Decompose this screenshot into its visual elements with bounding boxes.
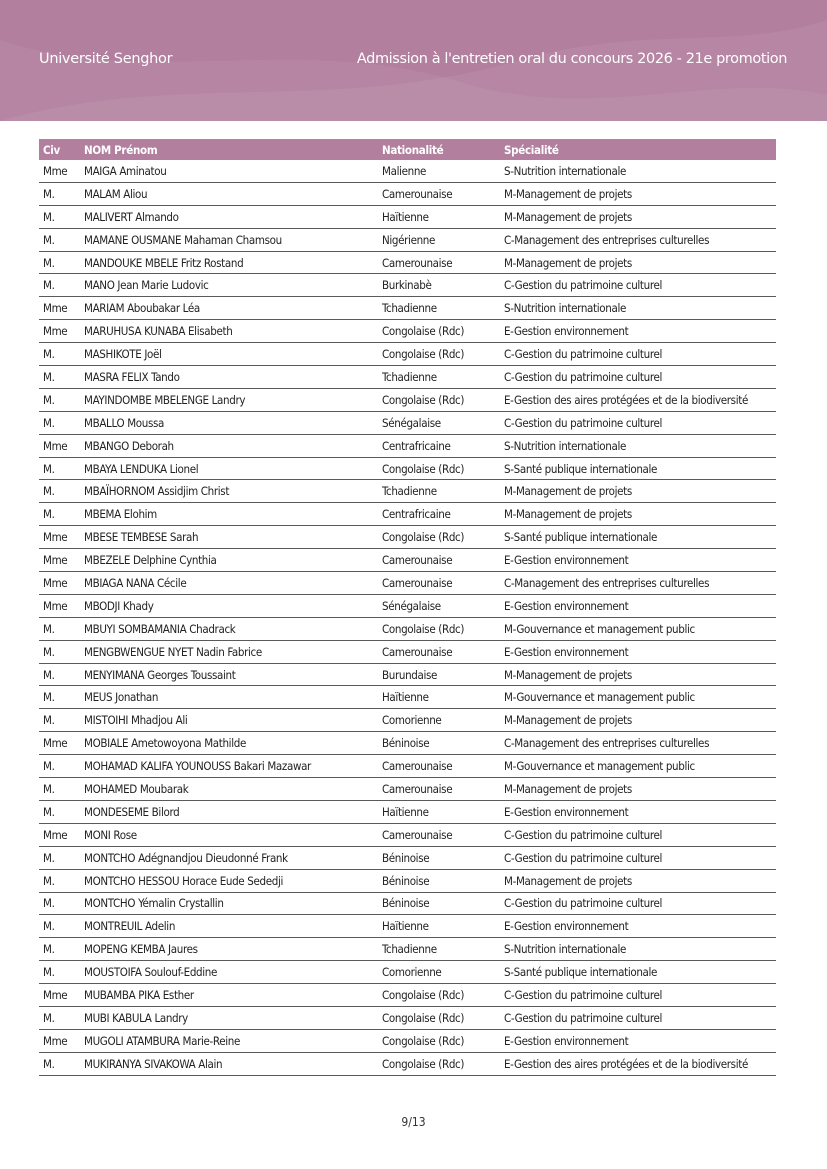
- cell-nationality: Congolaise (Rdc): [378, 388, 500, 411]
- cell-name: MALAM Aliou: [80, 182, 378, 205]
- cell-nationality: Congolaise (Rdc): [378, 1029, 500, 1052]
- cell-nationality: Congolaise (Rdc): [378, 1006, 500, 1029]
- cell-civ: M.: [39, 457, 80, 480]
- cell-nationality: Haïtienne: [378, 800, 500, 823]
- cell-civ: M.: [39, 800, 80, 823]
- cell-name: MAIGA Aminatou: [80, 160, 378, 182]
- cell-nationality: Camerounaise: [378, 572, 500, 595]
- cell-civ: M.: [39, 411, 80, 434]
- table-row: [39, 411, 776, 434]
- cell-specialty: M-Management de projets: [500, 182, 776, 205]
- cell-civ: Mme: [39, 160, 80, 182]
- cell-specialty: M-Management de projets: [500, 480, 776, 503]
- cell-civ: M.: [39, 663, 80, 686]
- column-header-name: NOM Prénom: [84, 142, 158, 157]
- cell-specialty: M-Gouvernance et management public: [500, 617, 776, 640]
- cell-name: MAYINDOMBE MBELENGE Landry: [80, 388, 378, 411]
- cell-name: MASRA FELIX Tando: [80, 366, 378, 389]
- table-row: [39, 800, 776, 823]
- cell-nationality: Camerounaise: [378, 755, 500, 778]
- cell-civ: M.: [39, 182, 80, 205]
- table-row: [39, 594, 776, 617]
- table-row: [39, 938, 776, 961]
- cell-name: MONTCHO HESSOU Horace Eude Sededji: [80, 869, 378, 892]
- cell-civ: M.: [39, 366, 80, 389]
- cell-name: MONTCHO Adégnandjou Dieudonné Frank: [80, 846, 378, 869]
- cell-nationality: Sénégalaise: [378, 411, 500, 434]
- cell-name: MARIAM Aboubakar Léa: [80, 297, 378, 320]
- cell-name: MASHIKOTE Joël: [80, 343, 378, 366]
- cell-specialty: C-Gestion du patrimoine culturel: [500, 984, 776, 1007]
- cell-nationality: Malienne: [378, 160, 500, 182]
- cell-civ: Mme: [39, 434, 80, 457]
- table-row: [39, 228, 776, 251]
- cell-nationality: Congolaise (Rdc): [378, 1052, 500, 1075]
- cell-name: MAMANE OUSMANE Mahaman Chamsou: [80, 228, 378, 251]
- cell-specialty: C-Gestion du patrimoine culturel: [500, 846, 776, 869]
- cell-civ: M.: [39, 755, 80, 778]
- table-row: [39, 755, 776, 778]
- cell-civ: Mme: [39, 320, 80, 343]
- table-row: [39, 778, 776, 801]
- cell-specialty: M-Management de projets: [500, 869, 776, 892]
- table-row: [39, 869, 776, 892]
- cell-nationality: Sénégalaise: [378, 594, 500, 617]
- cell-name: MANO Jean Marie Ludovic: [80, 274, 378, 297]
- cell-specialty: C-Gestion du patrimoine culturel: [500, 892, 776, 915]
- table-row: [39, 1029, 776, 1052]
- document-title: Admission à l'entretien oral du concours 2026 - 21e promotion: [356, 51, 787, 67]
- column-header-civ: Civ: [43, 142, 60, 157]
- cell-civ: M.: [39, 640, 80, 663]
- cell-specialty: M-Management de projets: [500, 778, 776, 801]
- cell-name: MBANGO Deborah: [80, 434, 378, 457]
- table-row: [39, 617, 776, 640]
- table-row: [39, 663, 776, 686]
- cell-name: MONTREUIL Adelin: [80, 915, 378, 938]
- cell-civ: Mme: [39, 732, 80, 755]
- cell-nationality: Camerounaise: [378, 251, 500, 274]
- cell-specialty: E-Gestion environnement: [500, 549, 776, 572]
- cell-nationality: Congolaise (Rdc): [378, 984, 500, 1007]
- cell-name: MBEMA Elohim: [80, 503, 378, 526]
- cell-specialty: M-Management de projets: [500, 251, 776, 274]
- cell-specialty: M-Management de projets: [500, 709, 776, 732]
- table-row: [39, 1052, 776, 1075]
- cell-civ: M.: [39, 205, 80, 228]
- table-row: [39, 823, 776, 846]
- cell-name: MBAYA LENDUKA Lionel: [80, 457, 378, 480]
- cell-civ: Mme: [39, 549, 80, 572]
- cell-civ: M.: [39, 388, 80, 411]
- cell-nationality: Tchadienne: [378, 297, 500, 320]
- cell-nationality: Tchadienne: [378, 480, 500, 503]
- table-row: [39, 732, 776, 755]
- table-row: [39, 366, 776, 389]
- table-row: [39, 503, 776, 526]
- cell-nationality: Béninoise: [378, 869, 500, 892]
- cell-nationality: Nigérienne: [378, 228, 500, 251]
- cell-specialty: S-Nutrition internationale: [500, 434, 776, 457]
- table-row: [39, 984, 776, 1007]
- cell-nationality: Camerounaise: [378, 823, 500, 846]
- page-header: [0, 0, 827, 121]
- cell-specialty: C-Gestion du patrimoine culturel: [500, 411, 776, 434]
- cell-specialty: C-Gestion du patrimoine culturel: [500, 274, 776, 297]
- cell-nationality: Haïtienne: [378, 915, 500, 938]
- cell-name: MBESE TEMBESE Sarah: [80, 526, 378, 549]
- cell-name: MBODJI Khady: [80, 594, 378, 617]
- cell-name: MBEZELE Delphine Cynthia: [80, 549, 378, 572]
- cell-name: MOBIALE Ametowoyona Mathilde: [80, 732, 378, 755]
- cell-nationality: Centrafricaine: [378, 434, 500, 457]
- cell-specialty: S-Nutrition internationale: [500, 938, 776, 961]
- cell-specialty: M-Gouvernance et management public: [500, 686, 776, 709]
- cell-name: MEUS Jonathan: [80, 686, 378, 709]
- table-row: [39, 480, 776, 503]
- cell-nationality: Congolaise (Rdc): [378, 320, 500, 343]
- cell-specialty: E-Gestion environnement: [500, 594, 776, 617]
- cell-nationality: Congolaise (Rdc): [378, 343, 500, 366]
- cell-name: MOHAMAD KALIFA YOUNOUSS Bakari Mazawar: [80, 755, 378, 778]
- cell-nationality: Centrafricaine: [378, 503, 500, 526]
- table-header-row: [39, 139, 776, 160]
- cell-civ: M.: [39, 846, 80, 869]
- cell-civ: Mme: [39, 526, 80, 549]
- table-row: [39, 709, 776, 732]
- cell-specialty: S-Santé publique internationale: [500, 457, 776, 480]
- cell-civ: M.: [39, 892, 80, 915]
- cell-specialty: C-Gestion du patrimoine culturel: [500, 343, 776, 366]
- cell-civ: Mme: [39, 1029, 80, 1052]
- cell-specialty: S-Nutrition internationale: [500, 160, 776, 182]
- cell-nationality: Béninoise: [378, 892, 500, 915]
- cell-name: MENGBWENGUE NYET Nadin Fabrice: [80, 640, 378, 663]
- cell-name: MANDOUKE MBELE Fritz Rostand: [80, 251, 378, 274]
- table-row: [39, 640, 776, 663]
- cell-civ: M.: [39, 709, 80, 732]
- table-row: [39, 205, 776, 228]
- cell-name: MOPENG KEMBA Jaures: [80, 938, 378, 961]
- table-body: [39, 160, 776, 1075]
- cell-civ: M.: [39, 274, 80, 297]
- column-header-nationality: Nationalité: [382, 142, 444, 157]
- table-row: [39, 526, 776, 549]
- cell-specialty: S-Santé publique internationale: [500, 961, 776, 984]
- cell-nationality: Congolaise (Rdc): [378, 526, 500, 549]
- cell-specialty: C-Management des entreprises culturelles: [500, 228, 776, 251]
- cell-specialty: M-Management de projets: [500, 503, 776, 526]
- cell-nationality: Congolaise (Rdc): [378, 457, 500, 480]
- cell-specialty: M-Gouvernance et management public: [500, 755, 776, 778]
- cell-specialty: C-Gestion du patrimoine culturel: [500, 366, 776, 389]
- cell-name: MBAÏHORNOM Assidjim Christ: [80, 480, 378, 503]
- cell-nationality: Burundaise: [378, 663, 500, 686]
- cell-specialty: E-Gestion environnement: [500, 1029, 776, 1052]
- cell-nationality: Camerounaise: [378, 640, 500, 663]
- page-number: 9/13: [401, 1115, 426, 1129]
- table-row: [39, 1006, 776, 1029]
- cell-civ: M.: [39, 503, 80, 526]
- cell-nationality: Comorienne: [378, 709, 500, 732]
- cell-civ: Mme: [39, 823, 80, 846]
- cell-name: MUKIRANYA SIVAKOWA Alain: [80, 1052, 378, 1075]
- cell-nationality: Tchadienne: [378, 366, 500, 389]
- cell-civ: M.: [39, 617, 80, 640]
- cell-specialty: M-Management de projets: [500, 205, 776, 228]
- cell-specialty: E-Gestion environnement: [500, 800, 776, 823]
- table-row: [39, 388, 776, 411]
- cell-name: MBIAGA NANA Cécile: [80, 572, 378, 595]
- table-row: [39, 846, 776, 869]
- table-row: [39, 572, 776, 595]
- column-header-specialty: Spécialité: [504, 142, 559, 157]
- table-row: [39, 343, 776, 366]
- cell-civ: M.: [39, 686, 80, 709]
- cell-nationality: Comorienne: [378, 961, 500, 984]
- cell-name: MBALLO Moussa: [80, 411, 378, 434]
- cell-name: MARUHUSA KUNABA Elisabeth: [80, 320, 378, 343]
- cell-nationality: Haïtienne: [378, 686, 500, 709]
- cell-name: MONI Rose: [80, 823, 378, 846]
- cell-civ: M.: [39, 251, 80, 274]
- university-name: Université Senghor: [39, 51, 173, 67]
- admission-table: [39, 139, 776, 1076]
- cell-specialty: C-Gestion du patrimoine culturel: [500, 1006, 776, 1029]
- cell-specialty: E-Gestion environnement: [500, 320, 776, 343]
- cell-specialty: C-Management des entreprises culturelles: [500, 572, 776, 595]
- cell-nationality: Camerounaise: [378, 549, 500, 572]
- table-row: [39, 434, 776, 457]
- cell-civ: Mme: [39, 594, 80, 617]
- cell-civ: M.: [39, 938, 80, 961]
- cell-specialty: S-Santé publique internationale: [500, 526, 776, 549]
- cell-name: MOUSTOIFA Soulouf-Eddine: [80, 961, 378, 984]
- cell-civ: M.: [39, 869, 80, 892]
- cell-name: MUBAMBA PIKA Esther: [80, 984, 378, 1007]
- cell-nationality: Burkinabè: [378, 274, 500, 297]
- cell-civ: M.: [39, 1052, 80, 1075]
- cell-civ: M.: [39, 915, 80, 938]
- cell-specialty: M-Management de projets: [500, 663, 776, 686]
- cell-nationality: Camerounaise: [378, 778, 500, 801]
- cell-civ: M.: [39, 480, 80, 503]
- cell-name: MUGOLI ATAMBURA Marie-Reine: [80, 1029, 378, 1052]
- cell-name: MOHAMED Moubarak: [80, 778, 378, 801]
- cell-name: MUBI KABULA Landry: [80, 1006, 378, 1029]
- table-row: [39, 915, 776, 938]
- table-row: [39, 686, 776, 709]
- table-row: [39, 961, 776, 984]
- table-row: [39, 274, 776, 297]
- table-row: [39, 251, 776, 274]
- table-row: [39, 892, 776, 915]
- cell-name: MALIVERT Almando: [80, 205, 378, 228]
- cell-civ: Mme: [39, 572, 80, 595]
- cell-civ: Mme: [39, 297, 80, 320]
- cell-name: MONDESEME Bilord: [80, 800, 378, 823]
- cell-nationality: Haïtienne: [378, 205, 500, 228]
- cell-specialty: S-Nutrition internationale: [500, 297, 776, 320]
- table-row: [39, 160, 776, 182]
- table-row: [39, 182, 776, 205]
- cell-civ: M.: [39, 1006, 80, 1029]
- cell-name: MBUYI SOMBAMANIA Chadrack: [80, 617, 378, 640]
- cell-civ: M.: [39, 228, 80, 251]
- cell-name: MISTOIHI Mhadjou Ali: [80, 709, 378, 732]
- table-row: [39, 297, 776, 320]
- cell-civ: M.: [39, 961, 80, 984]
- cell-specialty: C-Management des entreprises culturelles: [500, 732, 776, 755]
- cell-nationality: Béninoise: [378, 732, 500, 755]
- cell-nationality: Camerounaise: [378, 182, 500, 205]
- cell-name: MONTCHO Yémalin Crystallin: [80, 892, 378, 915]
- cell-name: MENYIMANA Georges Toussaint: [80, 663, 378, 686]
- cell-nationality: Tchadienne: [378, 938, 500, 961]
- cell-civ: M.: [39, 343, 80, 366]
- cell-specialty: C-Gestion du patrimoine culturel: [500, 823, 776, 846]
- table-row: [39, 549, 776, 572]
- cell-specialty: E-Gestion des aires protégées et de la biodiversité: [500, 388, 776, 411]
- cell-civ: Mme: [39, 984, 80, 1007]
- cell-specialty: E-Gestion environnement: [500, 915, 776, 938]
- cell-nationality: Béninoise: [378, 846, 500, 869]
- table-row: [39, 320, 776, 343]
- cell-civ: M.: [39, 778, 80, 801]
- cell-specialty: E-Gestion des aires protégées et de la biodiversité: [500, 1052, 776, 1075]
- table-row: [39, 457, 776, 480]
- cell-specialty: E-Gestion environnement: [500, 640, 776, 663]
- cell-nationality: Congolaise (Rdc): [378, 617, 500, 640]
